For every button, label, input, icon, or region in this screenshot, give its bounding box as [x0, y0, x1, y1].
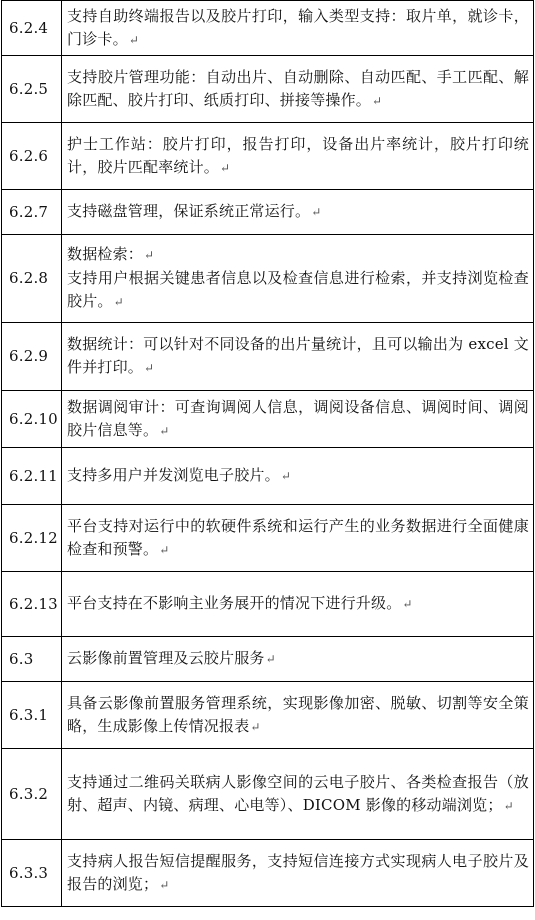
- table-row: [2, 505, 534, 572]
- paragraph-mark-icon: ↵: [159, 877, 170, 892]
- clause-description: [62, 391, 534, 448]
- clause-description: [62, 1, 534, 56]
- description-text: 云影像前置管理及云胶片服务: [67, 649, 265, 667]
- clause-description: [62, 323, 534, 391]
- clause-description: [62, 235, 534, 323]
- clause-number: 6.2.13: [2, 572, 62, 637]
- clause-description: [62, 637, 534, 682]
- paragraph-mark-icon: ↵: [311, 205, 322, 219]
- description-text: 支持通过二维码关联病人影像空间的云电子胶片、各类检查报告（放射、超声、内镜、病理、心电等）、DICOM 影像的移动端浏览；: [67, 772, 529, 814]
- clause-number: 6.2.9: [2, 323, 62, 391]
- description-line: [67, 396, 529, 443]
- description-text: 数据检索：: [67, 245, 144, 263]
- clause-number: 6.2.11: [2, 448, 62, 505]
- description-line: [67, 200, 529, 224]
- description-text: 数据调阅审计：可查询调阅人信息，调阅设备信息、调阅时间、调阅胶片信息等。: [67, 397, 529, 439]
- clause-number: 6.2.6: [2, 123, 62, 190]
- clause-description: [62, 572, 534, 637]
- description-text: 支持多用户并发浏览电子胶片。: [67, 466, 280, 484]
- paragraph-mark-icon: ↵: [250, 719, 261, 734]
- paragraph-mark-icon: ↵: [159, 423, 170, 438]
- table-row: [2, 682, 534, 749]
- description-text: 支持胶片管理功能：自动出片、自动删除、自动匹配、手工匹配、解除匹配、胶片打印、纸质打印、拼接等操作。: [67, 67, 529, 109]
- description-text: 具备云影像前置服务管理系统，实现影像加密、脱敏、切割等安全策略，生成影像上传情况报表: [67, 693, 529, 735]
- description-text: 支持病人报告短信提醒服务，支持短信连接方式实现病人电子胶片及报告的浏览；: [67, 851, 529, 893]
- description-text: 平台支持在不影响主业务展开的情况下进行升级。: [67, 594, 402, 612]
- clause-number: 6.3: [2, 637, 62, 682]
- table-row: [2, 190, 534, 235]
- description-text: 数据统计：可以针对不同设备的出片量统计，且可以输出为 excel 文件并打印。: [67, 335, 529, 376]
- description-line: [67, 692, 529, 739]
- paragraph-mark-icon: ↵: [372, 93, 383, 108]
- table-row: [2, 448, 534, 505]
- description-line: [67, 647, 529, 671]
- clause-number: 6.2.8: [2, 235, 62, 323]
- clause-description: [62, 840, 534, 907]
- description-line: [67, 464, 529, 488]
- clause-description: [62, 505, 534, 572]
- description-line: [67, 5, 529, 52]
- clause-number: 6.2.10: [2, 391, 62, 448]
- description-line: [67, 515, 529, 562]
- paragraph-mark-icon: ↵: [144, 248, 155, 262]
- table-row: [2, 323, 534, 391]
- table-row: [2, 56, 534, 123]
- paragraph-mark-icon: ↵: [159, 542, 170, 557]
- paragraph-mark-icon: ↵: [265, 652, 276, 666]
- description-line: [67, 133, 529, 180]
- description-text: 支持磁盘管理，保证系统正常运行。: [67, 202, 311, 220]
- clause-number: 6.3.3: [2, 840, 62, 907]
- description-text: 护士工作站：胶片打印，报告打印，设备出片率统计，胶片打印统计，胶片匹配率统计。: [67, 134, 529, 176]
- table-row: [2, 391, 534, 448]
- clause-number: 6.2.12: [2, 505, 62, 572]
- clause-number: 6.2.4: [2, 1, 62, 56]
- description-text: 平台支持对运行中的软硬件系统和运行产生的业务数据进行全面健康检查和预警。: [67, 516, 529, 558]
- clause-description: [62, 749, 534, 840]
- paragraph-mark-icon: ↵: [220, 160, 231, 175]
- description-line: [67, 66, 529, 113]
- description-line: [67, 333, 529, 380]
- spec-table: [1, 0, 534, 907]
- table-row: [2, 840, 534, 907]
- description-text: 支持用户根据关键患者信息以及检查信息进行检索，并支持浏览检查胶片。: [67, 269, 529, 310]
- table-row: [2, 637, 534, 682]
- table-row: [2, 749, 534, 840]
- description-line: [67, 267, 529, 314]
- table-row: [2, 123, 534, 190]
- paragraph-mark-icon: ↵: [128, 32, 140, 47]
- clause-description: [62, 123, 534, 190]
- clause-description: [62, 56, 534, 123]
- clause-description: [62, 682, 534, 749]
- description-line: [67, 771, 529, 818]
- table-row: [2, 572, 534, 637]
- clause-description: [62, 448, 534, 505]
- clause-number: 6.3.2: [2, 749, 62, 840]
- clause-number: 6.3.1: [2, 682, 62, 749]
- description-text: 支持自助终端报告以及胶片打印，输入类型支持：取片单，就诊卡，门诊卡。: [67, 6, 529, 48]
- paragraph-mark-icon: ↵: [280, 469, 292, 483]
- paragraph-mark-icon: ↵: [402, 597, 413, 611]
- description-line: [67, 592, 529, 616]
- paragraph-mark-icon: ↵: [144, 361, 155, 375]
- clause-number: 6.2.7: [2, 190, 62, 235]
- paragraph-mark-icon: ↵: [113, 295, 124, 309]
- table-row: [2, 1, 534, 56]
- spec-table-body: [2, 1, 534, 907]
- clause-number: 6.2.5: [2, 56, 62, 123]
- description-line: [67, 850, 529, 897]
- table-row: [2, 235, 534, 323]
- description-line: [67, 243, 529, 267]
- paragraph-mark-icon: ↵: [503, 798, 514, 813]
- clause-description: [62, 190, 534, 235]
